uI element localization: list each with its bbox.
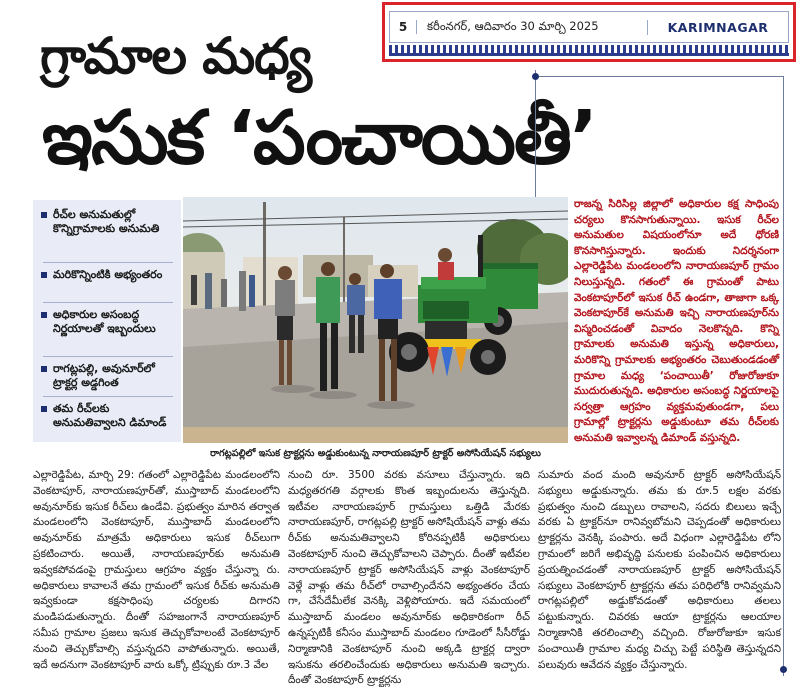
- frame-dot-top-left: [532, 73, 539, 80]
- frame-rule-top: [535, 76, 783, 77]
- highlight-divider: [43, 396, 173, 397]
- bullet-square-icon: [41, 212, 47, 218]
- body-column-2: నుంచి రూ. 3500 వరకు వసూలు చేస్తున్నారు. ఇది మధ్యతరగతి వర్గాలకు కొంత ఇబ్బందులను తెస్తున్నది. ఇటీవల నారాయణపూర్ గ్రామస్తులు ఒత్తిడి మేరకు నారాయణపూర్, రాగట్లపల్లి ట్రాక్టర్ అసోషియేషన్ వాళ్లు తమ రీచ్‌కు అనుమతివ్వాలని కోరినప్పటికీ అధికారులు వెంకటాపూర్ నుంచి తెచ్చుకోవాలని చెప్పారు. దీంతో ఇటీవల నారాయణపూర్ ట్రాక్టర్ అసోసియేషన్ వాళ్లు వెంకటాపూర్ వెళ్లే వాళ్లు తమ రీచ్‌లో రావాల్సిందేనని అభ్యంతరం చేయ గా, చేసేదేమీలేక వెనక్కి వెళ్లిపోయారు. ఇదే సమయంలో ముస్తాబాద్ మండలం అవునూర్‌కు అధికారికంగా రీచ్ ఉన్నప్పటికీ కనీసం ముస్తాబాద్ మండలం గూడెంలో సీసీరోడ్డు నిర్మాణానికి వెంకటాపూర్ నుంచి అక్కడి ట్రాక్టర్ల ద్వారా ఇసుకను తరలించేందుకు అధికారులు అనుమతి ఇచ్చారు. దీంతో వెంకటాపూర్ ట్రాక్టర్లను: [288, 469, 530, 687]
- headline-line-1: గ్రామాల మధ్య: [40, 27, 312, 85]
- masthead-bar: [389, 11, 789, 43]
- photo-caption: రాగట్లపల్లిలో ఇసుక ట్రాక్టర్లను అడ్డుకుంటున్న నారాయణపూర్ ట్రాక్టర్ అసోసియేషన్ సభ్యులు: [210, 448, 541, 459]
- highlight-item: రాగట్లపల్లి, అవునూర్‌లో ట్రాక్టర్ల అడ్డగింత: [39, 362, 177, 390]
- masthead-underline: [389, 53, 789, 56]
- bullet-square-icon: [41, 366, 47, 372]
- highlight-item: అధికారుల అసంబద్ధ నిర్ణయాలతో ఇబ్బందులు: [39, 308, 177, 336]
- body-column-1: ఎల్లారెడ్డిపేట, మార్చి 29: గతంలో ఎల్లారెడ్డిపేట మండలంలోని వెంకటాపూర్, నారాయణపూర్‌తో, ముస్తాబాద్ మండలంలోని అవునూర్‌కు ఇసుక రీచ్‌లు ఉండేవి. ప్రభుత్వం మారిన తర్వాత మండలంలోని వెంకటాపూర్, ముస్తాబాద్ మండలంలోని అవునూర్‌కు మాత్రమే అధికారులు ఇసుక రీచ్‌లుగా ప్రకటించారు. అయితే, నారాయణపూర్‌కు అనుమతి ఇవ్వకపోవడంపై గ్రామస్తులు ఆగ్రహం వ్యక్తం చేస్తున్నా రు. అధికారులు కావాలనే తమ గ్రామంలో ఇసుక రీచ్‌కు అనుమతి ఇవ్వకుండా కక్షసాధింపు చర్యలకు దిగారని మండిపడుతున్నారు. దీంతో సహజంగానే నారాయణపూర్ సమీప గ్రామాల ప్రజలు ఇసుక తెచ్చుకోవాలంటే వెంకటాపూర్ నుంచి తెచ్చుకోవాల్సి వస్తున్నదని వాపోతున్నారు. అయితే, ఇదే అదనుగా వెంకటాపూర్ వారు ఒక్కో ట్రిప్పుకు రూ.3 వేల: [33, 469, 280, 671]
- masthead: [382, 2, 796, 62]
- frame-rule-right: [783, 76, 784, 676]
- news-photo: [183, 197, 568, 443]
- bullet-square-icon: [41, 406, 47, 412]
- bullet-square-icon: [41, 272, 47, 278]
- frame-dot-bottom-right: [780, 666, 787, 673]
- highlight-divider: [43, 302, 173, 303]
- frame-rule-left: [535, 70, 536, 200]
- page-number: 5: [390, 20, 417, 34]
- headline-line-2: ఇసుక ‘పంచాయితీ’: [42, 95, 596, 181]
- edition-city: KARIMNAGAR: [647, 20, 788, 35]
- highlights-box: [33, 200, 181, 442]
- intro-paragraph: రాజన్న సిరిసిల్ల జిల్లాలో అధికారుల కక్ష సాధింపు చర్యలు కొనసాగుతున్నాయి. ఇసుక రీచ్‌ల అనుమతుల విషయంలోనూ అదే ధోరణి కొనసాగిస్తున్నారు. ఇందుకు నిదర్శనంగా ఎల్లారెడ్డిపేట మండలంలోని నారాయణపూర్ గ్రామం నిలుస్తున్నది. గతంలో ఈ గ్రామంతో పాటు వెంకటాపూర్‌లో ఇసుక రీచ్ ఉండగా, తాజాగా ఒక్క వెంకటాపూర్‌కే అనుమతి ఇచ్చి నారాయణపూర్‌ను విస్మరించడంతో వివాదం నెలకొన్నది. కొన్ని గ్రామాలకు అనుమతి ఇస్తున్న అధికారులు, మరికొన్ని గ్రామాలకు అభ్యంతరం చెబుతుండడంతో గ్రామాల మధ్య ‘పంచాయితీ’ రోజురోజుకూ ముదురుతున్నది. అధికారుల అసంబద్ధ నిర్ణయాలపై సర్వత్రా ఆగ్రహం వ్యక్తమవుతుండగా, పలు గ్రామాల్లో ట్రాక్టర్లను అడ్డుకుంటూ తమ రీచ్‌లకు అనుమతి ఇవ్వాలన్న డిమాండ్ వస్తున్నది.: [574, 198, 779, 444]
- highlight-divider: [43, 262, 173, 263]
- highlight-item: రీచ్‌ల అనుమతుల్లో కొన్నిగ్రామాలకు అనుమతి: [39, 208, 177, 236]
- date-line: కరీంనగర్, ఆదివారం 30 మార్చి 2025: [427, 18, 599, 33]
- highlight-item: మరికొన్నింటికి అభ్యంతరం: [39, 268, 177, 282]
- body-column-3: సుమారు వంద మంది అవునూర్ ట్రాక్టర్ అసోసియేషన్ సభ్యులు అడ్డుకున్నారు. తమ కు రూ.5 లక్షల వరకు ప్రభుత్వం నుంచి డబ్బులు రావాలని, సదరు బిలులు ఇచ్చే వరకు ఏ ట్రాక్టర్‌నూ రానివ్వబోమని చెప్పడంతో అధికారులు ట్రాక్టర్లను వెనక్కి పంపారు. అదే విధంగా ఎల్లారెడ్డిపేట లోని గ్రామంలో జరిగే అభివృద్ధి పనులకు పంపించిన అధికారులు ప్రయత్నించడంతో నారాయణపూర్ ట్రాక్టర్ అసోసియేషన్ సభ్యులు వెంకటాపూర్ ట్రాక్టర్లను తమ పరిధిలోకి రానివ్వమని రాగట్లపల్లిలో అడ్డుకోవడంతో అధికారులు తలలు పట్టుకున్నారు. చివరకు ఆయా ట్రాక్టర్లను ఆలయాల నిర్మాణానికి తరలించాల్సి వచ్చింది. రోజురోజుకూ ఇసుక పంచాయితీ గ్రామాల మధ్య చిచ్చు పెట్టే పరిస్థితి తెస్తున్నదని పలువురు ఆవేదన వ్యక్తం చేస్తున్నారు.: [538, 469, 781, 671]
- bullet-square-icon: [41, 312, 47, 318]
- news-photo-illustration: [183, 197, 568, 443]
- highlight-divider: [43, 356, 173, 357]
- highlight-item: తమ రీచ్‌లకు అనుమతివ్వాలని డిమాండ్: [39, 402, 177, 430]
- masthead-stripes: [389, 45, 789, 53]
